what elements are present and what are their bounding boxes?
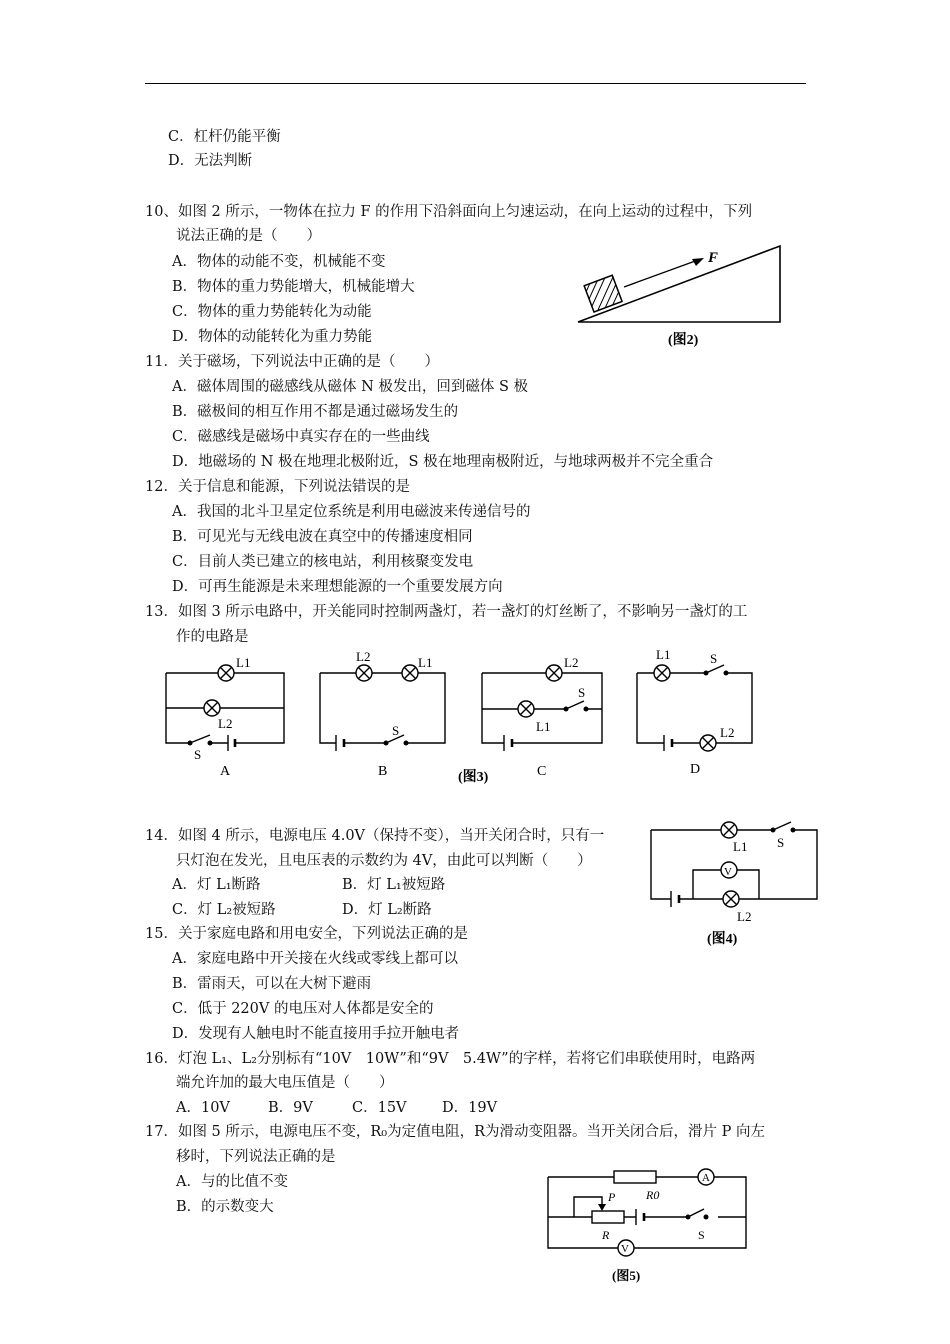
q12-option-b: B．可见光与无线电波在真空中的传播速度相同	[172, 529, 473, 545]
label-l2: L2	[356, 649, 371, 664]
q10-stem-line2: 说法正确的是（ ）	[176, 228, 321, 244]
figure-2-caption: (图2)	[668, 333, 699, 348]
lamp-l1-icon	[402, 665, 418, 681]
hatched-block	[584, 275, 622, 312]
label-s: S	[194, 747, 202, 762]
q14-option-a: A．灯 L₁断路	[172, 877, 261, 893]
q15-option-b: B．雷雨天，可以在大树下避雨	[172, 976, 372, 992]
q11-option-b: B．磁极间的相互作用不都是通过磁场发生的	[172, 404, 459, 420]
q16-option-c: C．15V	[352, 1100, 407, 1116]
q13-stem-line1: 13．如图 3 所示电路中，开关能同时控制两盏灯，若一盏灯的灯丝断了，不影响另一盏灯的工	[145, 604, 748, 620]
lamp-l1-icon	[654, 665, 670, 681]
q17-stem-line2: 移时，下列说法正确的是	[176, 1149, 336, 1165]
q12-stem: 12．关于信息和能源，下列说法错误的是	[145, 479, 410, 495]
q11-option-d: D．地磁场的 N 极在地理北极附近，S 极在地理南极附近，与地球两极并不完全重合	[172, 454, 714, 470]
voltmeter-label: V	[724, 866, 732, 878]
label-s: S	[698, 1228, 705, 1242]
circuit-b	[320, 665, 445, 751]
lamp-l1-icon	[721, 822, 737, 838]
header-rule	[145, 83, 806, 84]
force-arrow	[624, 260, 698, 287]
label-r0: R0	[646, 1188, 660, 1202]
lamp-l2-icon	[700, 735, 716, 751]
figure-5-caption: (图5)	[612, 1268, 641, 1283]
label-l1: L1	[733, 839, 748, 854]
figure-3-circuits	[160, 643, 770, 785]
q10-option-c: C．物体的重力势能转化为动能	[172, 304, 372, 320]
label-b: B	[378, 764, 388, 779]
circuit-c	[482, 665, 602, 751]
force-label: F	[708, 250, 719, 266]
label-l2: L2	[720, 725, 735, 740]
q15-option-d: D．发现有人触电时不能直接用手拉开触电者	[172, 1026, 460, 1042]
label-c: C	[537, 764, 547, 779]
label-s: S	[392, 723, 400, 738]
q16-option-d: D．19V	[442, 1100, 498, 1116]
figure-4-circuit	[645, 815, 823, 950]
q15-stem: 15．关于家庭电路和用电安全，下列说法正确的是	[145, 926, 468, 942]
label-s: S	[710, 651, 718, 666]
lamp-l1-icon	[218, 665, 234, 681]
q15-option-c: C．低于 220V 的电压对人体都是安全的	[172, 1001, 434, 1017]
q11-option-c: C．磁感线是磁场中真实存在的一些曲线	[172, 429, 430, 445]
q14-stem-line2: 只灯泡在发光，且电压表的示数约为 4V，由此可以判断（ ）	[176, 853, 592, 869]
circuit-a	[166, 665, 284, 751]
q11-option-a: A．磁体周围的磁感线从磁体 N 极发出，回到磁体 S 极	[172, 379, 529, 395]
q13-stem-line2: 作的电路是	[176, 629, 249, 645]
label-p: P	[608, 1190, 616, 1204]
q16-stem-line2: 端允许加的最大电压值是（ ）	[176, 1075, 394, 1091]
q17-option-b: B．的示数变大	[176, 1199, 274, 1215]
figure-3-caption: (图3)	[458, 770, 489, 785]
resistor-r0	[614, 1171, 656, 1183]
figure-5-circuit	[540, 1155, 755, 1290]
q10-option-d: D．物体的动能转化为重力势能	[172, 329, 373, 345]
q15-option-a: A．家庭电路中开关接在火线或零线上都可以	[172, 951, 458, 967]
label-a: A	[220, 764, 231, 779]
label-l2: L2	[564, 655, 579, 670]
label-r: R	[602, 1228, 610, 1242]
label-l2: L2	[218, 716, 233, 731]
q10-option-a: A．物体的动能不变，机械能不变	[172, 254, 386, 270]
label-l1: L1	[236, 655, 251, 670]
q12-option-d: D．可再生能源是未来理想能源的一个重要发展方向	[172, 579, 503, 595]
figure-4-caption: (图4)	[707, 932, 738, 947]
label-s: S	[777, 835, 785, 850]
q12-option-c: C．目前人类已建立的核电站，利用核聚变发电	[172, 554, 474, 570]
lamp-l2-icon	[723, 891, 739, 907]
force-arrow-head	[692, 258, 704, 266]
rheostat-r	[592, 1211, 624, 1223]
voltmeter-label: V	[621, 1243, 629, 1255]
slider-p-arrow	[598, 1204, 606, 1211]
ammeter-label: A	[702, 1172, 710, 1184]
q17-stem-line1: 17．如图 5 所示，电源电压不变，R₀为定值电阻，R为滑动变阻器。当开关闭合后，滑片 P 向左	[145, 1124, 766, 1140]
lamp-l2-icon	[204, 700, 220, 716]
q9-option-d: D．无法判断	[168, 153, 253, 169]
label-l1: L1	[418, 655, 433, 670]
lamp-l2-icon	[546, 665, 562, 681]
q14-stem-line1: 14．如图 4 所示，电源电压 4.0V（保持不变），当开关闭合时，只有一	[145, 828, 605, 844]
q14-option-c: C．灯 L₂被短路	[172, 902, 276, 918]
figure-2-incline	[570, 240, 810, 350]
q12-option-a: A．我国的北斗卫星定位系统是利用电磁波来传递信号的	[172, 504, 531, 520]
q16-stem-line1: 16．灯泡 L₁、L₂分别标有“10V 10W”和“9V 5.4W”的字样，若将它们串联使用时，电路两	[145, 1051, 756, 1067]
circuit-d	[637, 665, 752, 751]
q9-option-c: C．杠杆仍能平衡	[168, 129, 281, 145]
label-d: D	[690, 762, 701, 777]
label-l2: L2	[737, 909, 752, 924]
q10-option-b: B．物体的重力势能增大，机械能增大	[172, 279, 415, 295]
q14-option-b: B．灯 L₁被短路	[342, 877, 446, 893]
q16-option-a: A．10V	[176, 1100, 230, 1116]
q17-option-a: A．与的比值不变	[176, 1174, 288, 1190]
q10-stem-line1: 10、如图 2 所示，一物体在拉力 F 的作用下沿斜面向上匀速运动，在向上运动的过程中，下列	[145, 204, 753, 220]
q14-option-d: D．灯 L₂断路	[342, 902, 432, 918]
label-l1: L1	[536, 719, 551, 734]
q11-stem: 11．关于磁场，下列说法中正确的是（ ）	[145, 354, 439, 370]
lamp-l2-icon	[356, 665, 372, 681]
label-s: S	[578, 685, 586, 700]
label-l1: L1	[656, 647, 671, 662]
lamp-l1-icon	[518, 701, 534, 717]
q16-option-b: B．9V	[268, 1100, 313, 1116]
